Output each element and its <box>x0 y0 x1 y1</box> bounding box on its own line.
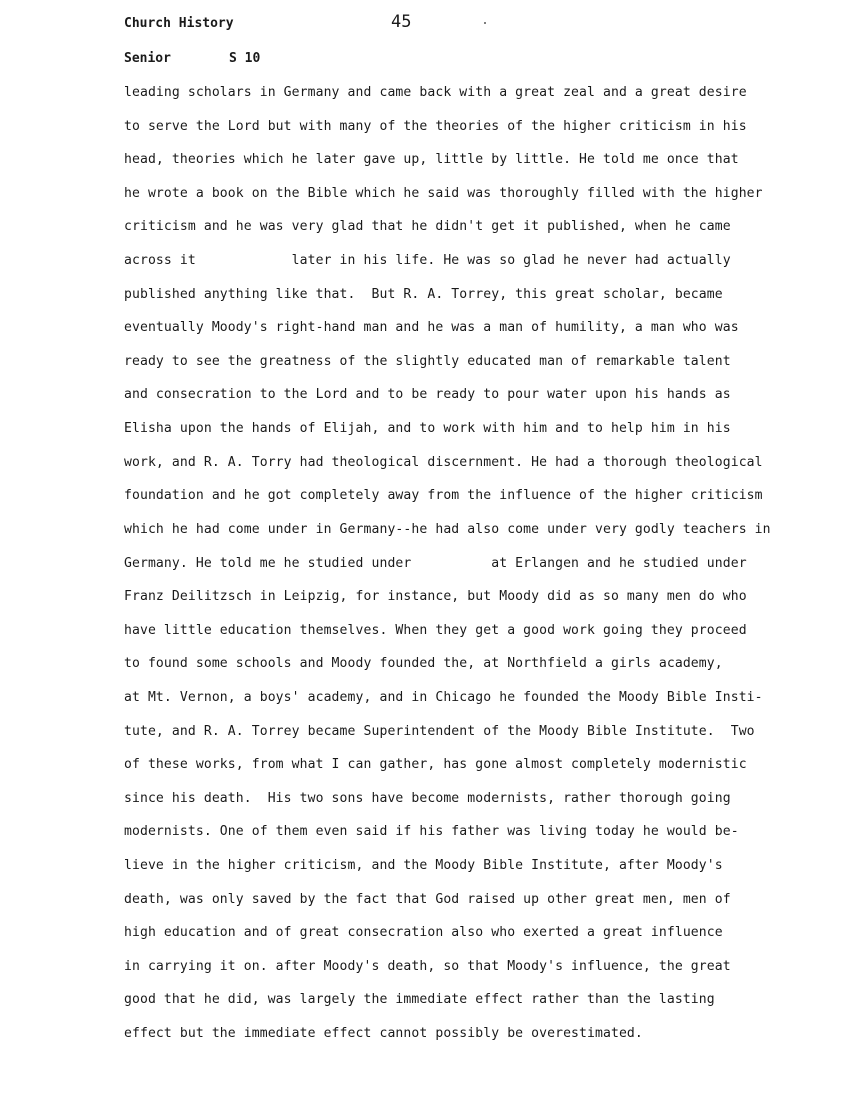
text-line: in carrying it on. after Moody's death, so that Moody's influence, the great <box>124 958 731 974</box>
text-line: which he had come under in Germany--he had also come under very godly teachers in <box>124 521 771 537</box>
paper-speck <box>484 22 486 24</box>
text-line: of these works, from what I can gather, has gone almost completely modernistic <box>124 757 747 773</box>
text-line: to serve the Lord but with many of the theories of the higher criticism in his <box>124 118 747 134</box>
text-line: tute, and R. A. Torrey became Superintendent of the Moody Bible Institute. Two <box>124 723 755 739</box>
text-line: high education and of great consecration also who exerted a great influence <box>124 925 723 941</box>
text-line: head, theories which he later gave up, little by little. He told me once that <box>124 152 739 168</box>
text-line: at Mt. Vernon, a boys' academy, and in Chicago he founded the Moody Bible Insti- <box>124 689 763 705</box>
text-line: good that he did, was largely the immediate effect rather than the lasting <box>124 992 715 1008</box>
text-line: effect but the immediate effect cannot possibly be overestimated. <box>124 1026 643 1042</box>
text-line: to found some schools and Moody founded the, at Northfield a girls academy, <box>124 656 723 672</box>
text-line: modernists. One of them even said if his father was living today he would be- <box>124 824 739 840</box>
text-line: have little education themselves. When they get a good work going they proceed <box>124 622 747 638</box>
text-line: across it later in his life. He was so glad he never had actually <box>124 253 731 269</box>
course-title: Church History <box>124 16 234 31</box>
text-line: since his death. His two sons have become modernists, rather thorough going <box>124 790 731 806</box>
text-line: foundation and he got completely away from the influence of the higher criticism <box>124 488 763 504</box>
text-line: published anything like that. But R. A. Torrey, this great scholar, became <box>124 286 723 302</box>
section-code: S 10 <box>229 51 261 66</box>
text-line: work, and R. A. Torry had theological discernment. He had a thorough theological <box>124 454 763 470</box>
text-line: Elisha upon the hands of Elijah, and to work with him and to help him in his <box>124 421 731 437</box>
text-line: ready to see the greatness of the slightly educated man of remarkable talent <box>124 353 731 369</box>
text-line: he wrote a book on the Bible which he said was thoroughly filled with the higher <box>124 185 763 201</box>
text-line: criticism and he was very glad that he didn't get it published, when he came <box>124 219 731 235</box>
course-level: Senior <box>124 51 171 66</box>
lecture-text <box>124 80 824 1055</box>
text-line: lieve in the higher criticism, and the Moody Bible Institute, after Moody's <box>124 858 723 874</box>
text-line: Franz Deilitzsch in Leipzig, for instance, but Moody did as so many men do who <box>124 589 747 605</box>
page-number: 45 <box>391 12 412 32</box>
text-line: Germany. He told me he studied under at Erlangen and he studied under <box>124 555 747 571</box>
text-line: eventually Moody's right-hand man and he was a man of humility, a man who was <box>124 320 739 336</box>
text-line: and consecration to the Lord and to be ready to pour water upon his hands as <box>124 387 731 403</box>
text-line: death, was only saved by the fact that God raised up other great men, men of <box>124 891 731 907</box>
text-line: leading scholars in Germany and came back with a great zeal and a great desire <box>124 85 747 100</box>
